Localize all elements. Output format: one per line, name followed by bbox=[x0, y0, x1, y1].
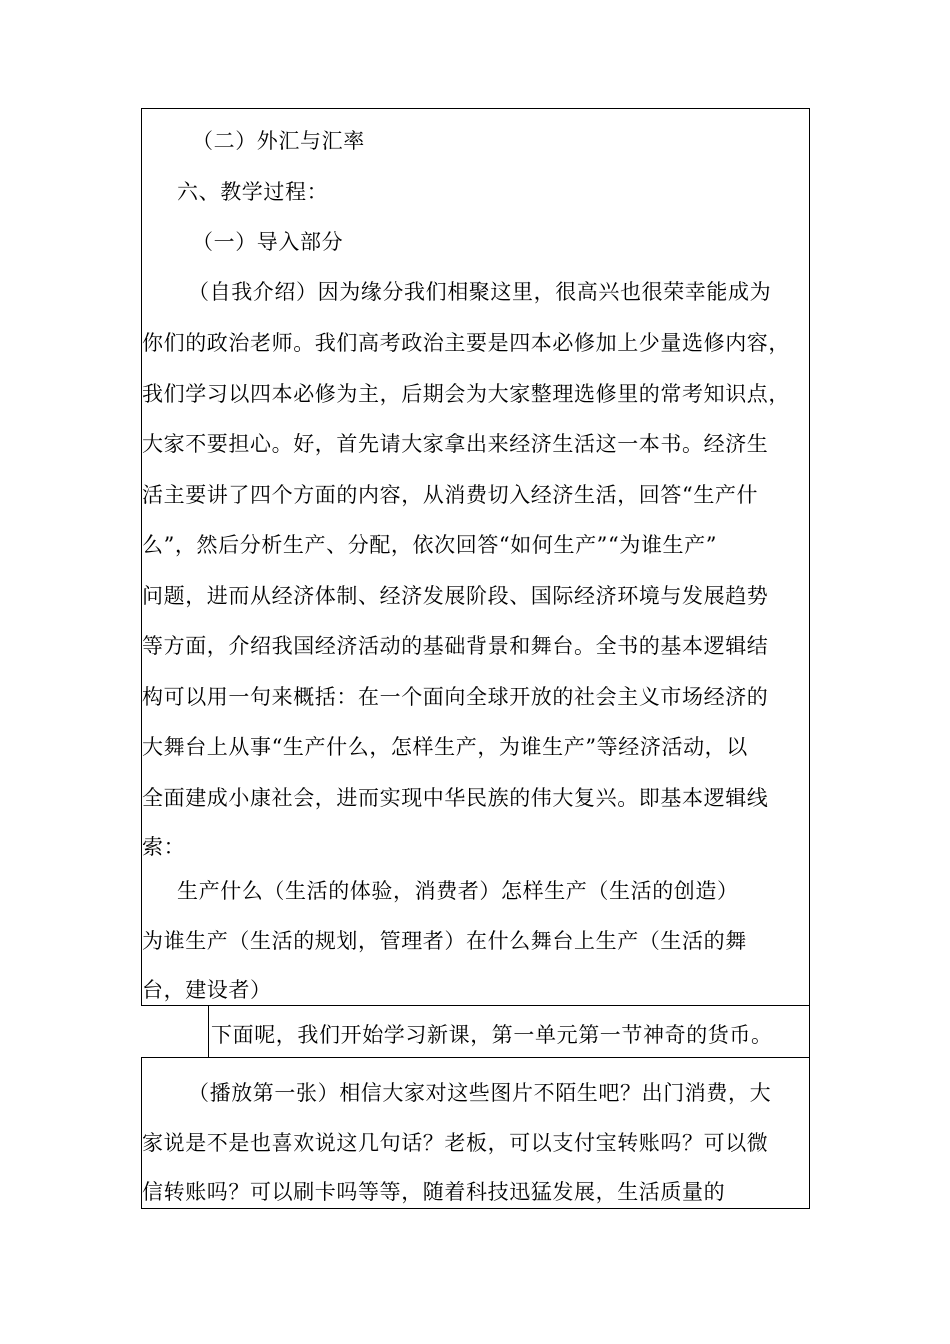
new-lesson-line: 下面呢，我们开始学习新课，第一单元第一节神奇的货币。 bbox=[211, 1023, 773, 1047]
table-cell-teaching-process bbox=[141, 108, 810, 1006]
paragraph-line: 索： bbox=[142, 835, 186, 859]
paragraph-line: 信转账吗？可以刷卡吗等等，随着科技迅猛发展，生活质量的 bbox=[142, 1180, 726, 1204]
logic-line: 生产什么（生活的体验，消费者）怎样生产（生活的创造） bbox=[177, 879, 739, 903]
paragraph-line: 你们的政治老师。我们高考政治主要是四本必修加上少量选修内容， bbox=[142, 331, 790, 355]
logic-line: 为谁生产（生活的规划，管理者）在什么舞台上生产（生活的舞 bbox=[142, 929, 747, 953]
paragraph-line: 大舞台上从事“生产什么，怎样生产，为谁生产”等经济活动，以 bbox=[142, 735, 748, 759]
paragraph-line: 全面建成小康社会，进而实现中华民族的伟大复兴。即基本逻辑线 bbox=[142, 786, 769, 810]
paragraph-line: 活主要讲了四个方面的内容，从消费切入经济生活，回答“生产什 bbox=[142, 483, 759, 507]
paragraph-line: 家说是不是也喜欢说这几句话？老板，可以支付宝转账吗？可以微 bbox=[142, 1131, 769, 1155]
table-cell-new-lesson bbox=[208, 1005, 810, 1058]
paragraph-line: （自我介绍）因为缘分我们相聚这里，很高兴也很荣幸能成为 bbox=[188, 280, 772, 304]
subheading-introduction: （一）导入部分 bbox=[192, 230, 344, 254]
subheading-forex: （二）外汇与汇率 bbox=[192, 129, 365, 153]
paragraph-line: 么”，然后分析生产、分配，依次回答“如何生产”“为谁生产” bbox=[142, 533, 718, 557]
paragraph-line: 我们学习以四本必修为主，后期会为大家整理选修里的常考知识点， bbox=[142, 382, 790, 406]
paragraph-line: 构可以用一句来概括：在一个面向全球开放的社会主义市场经济的 bbox=[142, 685, 769, 709]
table-cell-slide-intro bbox=[141, 1057, 810, 1209]
paragraph-line: （播放第一张）相信大家对这些图片不陌生吧？出门消费，大 bbox=[188, 1081, 772, 1105]
heading-teaching-process: 六、教学过程： bbox=[177, 180, 329, 204]
paragraph-line: 等方面，介绍我国经济活动的基础背景和舞台。全书的基本逻辑结 bbox=[142, 634, 769, 658]
paragraph-line: 问题，进而从经济体制、经济发展阶段、国际经济环境与发展趋势 bbox=[142, 584, 769, 608]
logic-line: 台，建设者） bbox=[142, 978, 272, 1002]
paragraph-line: 大家不要担心。好，首先请大家拿出来经济生活这一本书。经济生 bbox=[142, 432, 769, 456]
